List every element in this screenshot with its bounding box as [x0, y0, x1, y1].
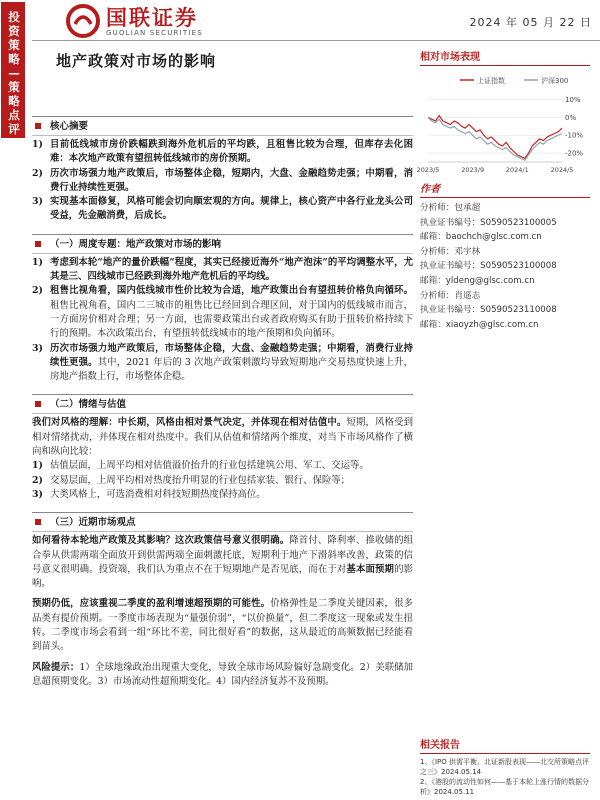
x-tick-label: 2023/5 [416, 166, 440, 174]
y-tick-label: 0% [565, 113, 577, 122]
section-1-heading: （一）周度专题：地产政策对市场的影响 [32, 234, 413, 254]
section-marker-icon [35, 241, 41, 247]
logo-english-name: GUOLIAN SECURITIES [106, 29, 203, 37]
section-2-item: 1) 估值层面，上周平均相对估值溢价抬升的行业包括建筑公用、军工、交运等。 [32, 460, 369, 472]
header-divider [32, 40, 600, 41]
chart-svg [416, 70, 590, 182]
relative-performance-chart [416, 70, 590, 182]
related-reports-heading: 相关报告 [420, 736, 590, 754]
core-item: 1) 目前低线城市房价跌幅跌到海外危机后的平均跌，且租售比较为合理，但库存去化困难：本次地产政策有望扭转低线城市的房价预期。 [32, 139, 413, 165]
logo-icon [66, 4, 100, 38]
y-tick-label: -20% [565, 149, 584, 158]
main-content [32, 116, 413, 689]
section-1-item: 1) 考虑到本轮“地产的量价跌幅”程度，其实已经接近海外“地产泡沫”的平均调整水平，尤其是三、四线城市已经跌到海外地产危机后的平均线。 [32, 256, 413, 283]
series-line [428, 116, 562, 159]
section-1-item: 2) 租售比视角看，国内低线城市性价比较为合适，地产政策出台有望扭转价格负向循环。租售比视角看，国内二三城市的租售比已经回到合理区间，对于国内的低线城市而言，一方面房价相对合理；另一方面，也需要政策出台或者政府购买有助于扭转价格持续下行的预期。本次政策出台，有望扭转低线城市的地产预期和负向循环。 [32, 285, 413, 340]
relative-performance-panel [416, 48, 590, 182]
section-3-paragraph-1: 如何看待本轮地产政策及其影响？这次政策信号意义很明确。降首付、降利率、推收储的组合拳从供需两端全面放开到供需两端全面刺激托底，短期利于地产下滑斜率改善，政策的信号意义很明确。投资端，我们认为重点不在于短期地产是否见底，而在于对基本面预期的影响。 [32, 535, 413, 590]
section-2-lead: 我们对风格的理解：中长期，风格由相对景气决定，并体现在相对估值中。短期，风格受到相对情绪扰动，并体现在相对热度中。我们从估值和情绪两个维度，对当下市场风格作了横向和纵向比较： [32, 417, 413, 458]
author-name: 分析师：邓宇林 [420, 246, 481, 257]
author-email[interactable]: 邮箱：xiaoyzh@glsc.com.cn [420, 319, 539, 330]
core-item: 2) 历次市场强力地产政策后，市场整体企稳，短期内，大盘、金融趋势走强；中期看，消费行业持续性更强。 [32, 167, 413, 193]
chart-title: 相对市场表现 [420, 48, 590, 66]
section-2-item: 3) 大类风格上，可选消费相对科技短期热度保持高位。 [32, 488, 266, 500]
core-summary-heading: 核心摘要 [32, 116, 413, 136]
author-block [420, 201, 590, 245]
authors-panel [420, 180, 590, 332]
section-2-heading: （二）情绪与估值 [32, 394, 413, 414]
author-block [420, 245, 590, 289]
x-tick-label: 2023/9 [461, 166, 485, 174]
related-report-link[interactable]: 1、《IPO 供需平衡，北证新股表现——北交所策略点评之三》2024.05.14 [420, 758, 589, 776]
author-cert: 执业证书编号：S0590523100008 [420, 261, 557, 272]
side-strip [0, 0, 26, 800]
legend-label: 上证指数 [477, 77, 505, 85]
section-marker-icon [35, 123, 41, 129]
risk-warning: 风险提示：1）全球地缘政治出现重大变化，导致全球市场风险偏好急剧变化。2）美联储加息超预期变化。3）市场流动性超预期变化。4）国内经济复苏不及预期。 [32, 661, 413, 687]
section-marker-icon [35, 519, 41, 525]
x-tick-label: 2024/1 [505, 166, 529, 174]
report-date: 2024 年 05 月 22 日 [469, 16, 592, 29]
related-report-link[interactable]: 2、《港股的流动性如何——基于本轮上涨行情的数据分析》2024.05.11 [420, 778, 589, 796]
authors-heading: 作者 [420, 180, 590, 198]
x-tick-label: 2024/5 [550, 166, 574, 174]
report-type-label: 投资策略—策略点评 [8, 10, 20, 136]
logo-chinese-name: 国联证券 [106, 6, 198, 30]
y-tick-label: -10% [565, 131, 584, 140]
report-type-tag [1, 2, 25, 138]
author-email[interactable]: 邮箱：yldeng@glsc.com.cn [420, 275, 535, 286]
section-2-item: 2) 交易层面，上周平均相对热度抬升明显的行业包括家装、银行、保险等； [32, 474, 351, 486]
author-cert: 执业证书编号：S0590523100005 [420, 217, 557, 228]
section-3-paragraph-2: 预期仍低，应该重视二季度的盈利增速超预期的可能性。价格弹性是二季度关键因素，很多品类有提价预期。一季度市场表现为“量强价弱”，“以价换量”，但二季度这一现象或发生扭转。二季度市场会看到一组“环比不差，同比很好看”的数据，这从最近的高频数据已经能看到苗头。 [32, 598, 413, 653]
section-3-heading: （三）近期市场观点 [32, 512, 413, 532]
legend-label: 沪深300 [541, 77, 569, 85]
author-name: 分析师：肖遥志 [420, 290, 481, 301]
core-item: 3) 实现基本面修复，风格可能会切向顺宏观的方向。规律上，核心资产中各行业龙头公司受益，先金融消费，后成长。 [32, 196, 413, 222]
author-email[interactable]: 邮箱：baochch@glsc.com.cn [420, 232, 542, 243]
section-marker-icon [35, 401, 41, 407]
report-title: 地产政策对市场的影响 [56, 52, 217, 70]
author-cert: 执业证书编号：S0590523110008 [420, 305, 557, 316]
section-1-item: 3) 历次市场强力地产政策后，市场整体企稳，大盘、金融趋势走强；中期看，消费行业持续性更强。其中，2021 年后的 3 次地产政策刺激均导致短期地产交易热度快速上升，房地产指数上行，市场整体企稳。 [32, 342, 413, 383]
author-block [420, 289, 590, 333]
related-reports-panel [420, 736, 590, 797]
y-tick-label: 10% [565, 96, 581, 105]
author-name: 分析师：包承超 [420, 203, 481, 213]
